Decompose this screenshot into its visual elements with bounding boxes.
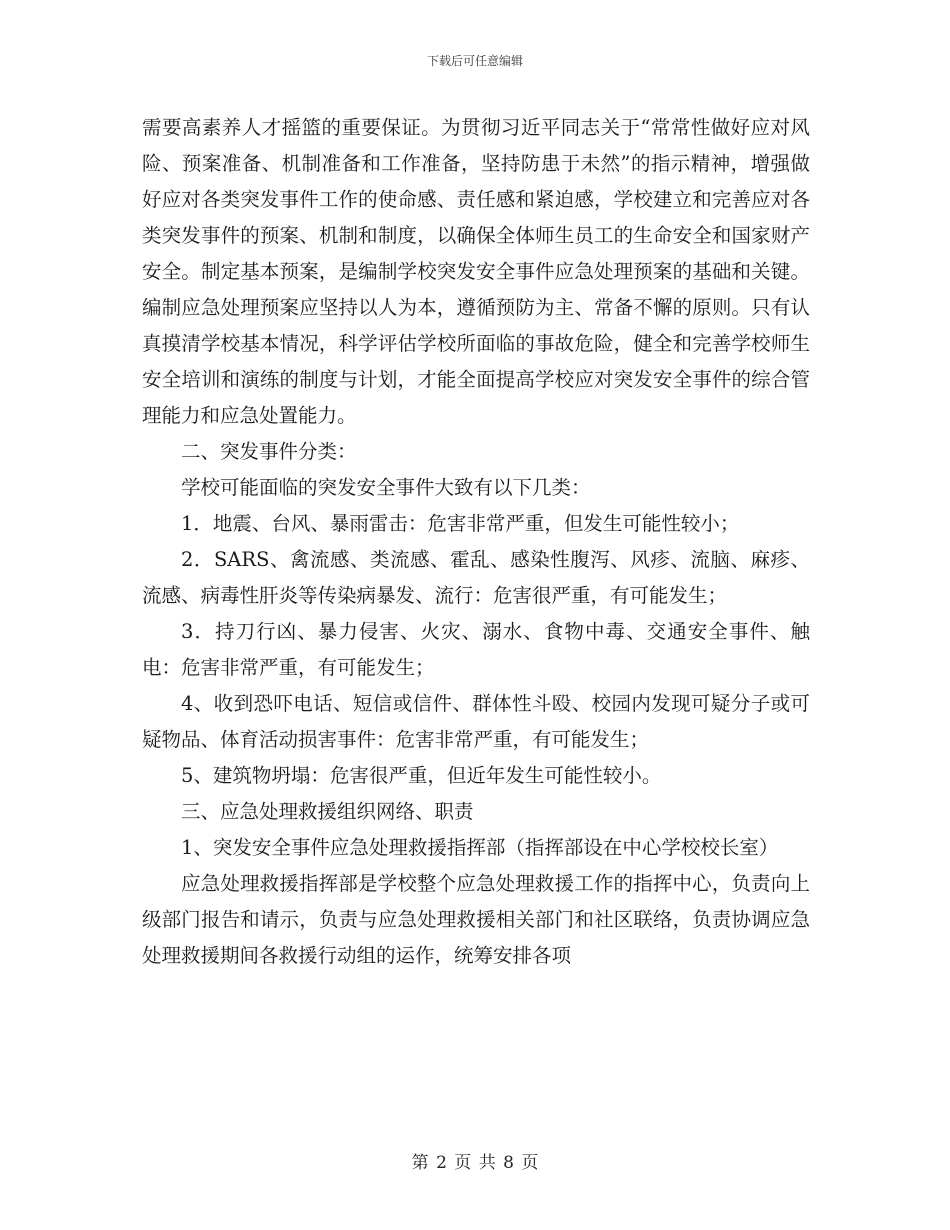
document-body bbox=[142, 110, 810, 974]
page-header: 下载后可任意编辑 bbox=[426, 54, 523, 68]
paragraph: 需要高素养人才摇篮的重要保证。为贯彻习近平同志关于“常常性做好应对风险、预案准备、机制准备和工作准备，坚持防患于未然”的指示精神，增强做好应对各类突发事件工作的使命感、责任感和紧迫感，学校建立和完善应对各类突发事件的预案、机制和制度，以确保全体师生员工的生命安全和国家财产安全。制定基本预案，是编制学校突发安全事件应急处理预案的基础和关键。编制应急处理预案应坚持以人为本，遵循预防为主、常备不懈的原则。只有认真摸清学校基本情况，科学评估学校所面临的事故危险，健全和完善学校师生安全培训和演练的制度与计划，才能全面提高学校应对突发安全事件的综合管理能力和应急处置能力。 bbox=[142, 116, 810, 427]
list-item: 3．持刀行凶、暴力侵害、火灾、溺水、食物中毒、交通安全事件、触电：危害非常严重，有可能发生； bbox=[142, 620, 810, 679]
list-item: 2．SARS、禽流感、类流感、霍乱、感染性腹泻、风疹、流脑、麻疹、流感、病毒性肝炎等传染病暴发、流行：危害很严重，有可能发生； bbox=[142, 548, 810, 607]
list-item: 5、建筑物坍塌：危害很严重，但近年发生可能性较小。 bbox=[181, 764, 662, 787]
list-item: 4、收到恐吓电话、短信或信件、群体性斗殴、校园内发现可疑分子或可疑物品、体育活动损害事件：危害非常严重，有可能发生； bbox=[142, 692, 810, 751]
paragraph: 应急处理救援指挥部是学校整个应急处理救援工作的指挥中心，负责向上级部门报告和请示，负责与应急处理救援相关部门和社区联络，负责协调应急处理救援期间各救援行动组的运作，统筹安排各项 bbox=[142, 872, 810, 967]
list-item: 1、突发安全事件应急处理救援指挥部（指挥部设在中心学校校长室） bbox=[181, 836, 779, 859]
section-heading: 二、突发事件分类： bbox=[181, 440, 357, 463]
list-item: 1．地震、台风、暴雨雷击：危害非常严重，但发生可能性较小； bbox=[181, 512, 740, 535]
section-heading: 三、应急处理救援组织网络、职责 bbox=[181, 800, 474, 823]
paragraph: 学校可能面临的突发安全事件大致有以下几类： bbox=[181, 476, 591, 499]
page-number: 第 2 页 共 8 页 bbox=[411, 1153, 539, 1173]
